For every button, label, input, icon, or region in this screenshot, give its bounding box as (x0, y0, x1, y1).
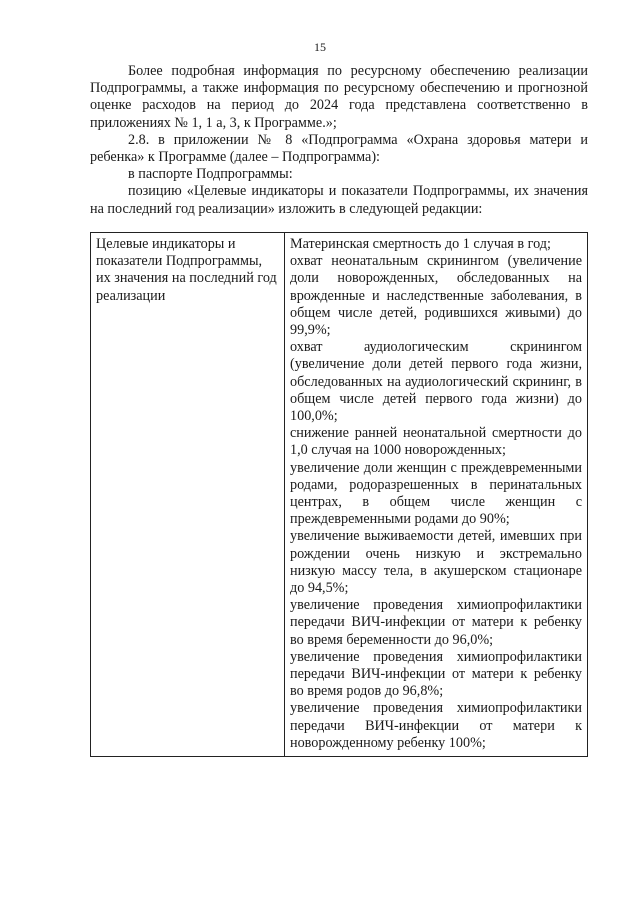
indicator-item: Материнская смертность до 1 случая в год; (290, 236, 551, 252)
indicator-item: увеличение доли женщин с преждевременными родами, родоразрешенных в перинатальных центрах, в общем числе женщин с преждевременными родами до 90%; (290, 459, 582, 528)
indicator-item: увеличение проведения химиопрофилактики передачи ВИЧ-инфекции от матери к ребенку во время родов до 96,8%; (290, 648, 582, 700)
paragraph-resource-info: Более подробная информация по ресурсному обеспечению реализации Подпрограммы, а также информация по ресурсному обеспечению и прогнозной оценке расходов на период до 2024 года представлена соответственно в приложениях № 1, 1 а, 3, к Программе.»; (90, 63, 588, 131)
paragraph-passport: в паспорте Подпрограммы: (128, 166, 293, 183)
indicator-item: увеличение проведения химиопрофилактики передачи ВИЧ-инфекции от матери к ребенку во время беременности до 96,0%; (290, 597, 582, 648)
indicators-label-cell: Целевые индикаторы и показатели Подпрограммы, их значения на последний год реализации (91, 233, 285, 757)
indicator-item: снижение ранней неонатальной смертности до 1,0 случая на 1000 новорожденных; (290, 425, 582, 459)
indicator-item: увеличение выживаемости детей, имевших при рождении очень низкую и экстремально низкую массу тела, в акушерском стационаре до 94,5%; (290, 528, 582, 597)
table-row (91, 233, 588, 757)
indicator-item: охват неонатальным скринингом (увеличение доли новорожденных, обследованных на врожденные и наследственные заболевания, в общем числе детей, родившихся живыми) до 99,9%; (290, 253, 582, 339)
indicators-table (90, 232, 588, 757)
paragraph-appendix-8: 2.8. в приложении № 8 «Подпрограмма «Охрана здоровья матери и ребенка» к Программе (далее – Подпрограмма): (90, 131, 588, 166)
indicator-item: охват аудиологическим скринингом (увеличение доли детей первого года жизни, обследованных на аудиологический скрининг, в общем числе детей первого года жизни) до 100,0%; (290, 339, 582, 425)
indicators-values-cell (285, 233, 588, 757)
indicator-item: увеличение проведения химиопрофилактики передачи ВИЧ-инфекции от матери к новорожденному ребенку 100%; (290, 700, 582, 751)
paragraph-position: позицию «Целевые индикаторы и показатели Подпрограммы, их значения на последний год реализации» изложить в следующей редакции: (90, 183, 588, 217)
page-number: 15 (314, 40, 326, 54)
body-text (90, 63, 588, 218)
